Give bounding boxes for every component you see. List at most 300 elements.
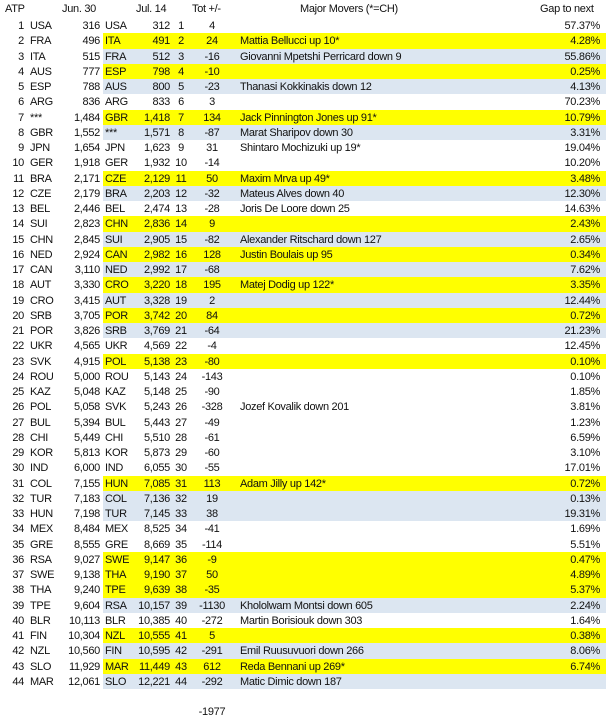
country-jul: ROU xyxy=(105,370,129,383)
rank-jul: 24 xyxy=(175,370,187,383)
country-jul: GBR xyxy=(105,111,128,124)
rank-jul: 42 xyxy=(175,645,187,658)
gap-to-next: 10.20% xyxy=(564,157,600,170)
rank-jul: 6 xyxy=(178,96,184,109)
points-jun: 1,654 xyxy=(73,142,100,154)
rank-jul: 44 xyxy=(175,675,187,688)
points-jul: 3,328 xyxy=(143,294,170,307)
table-row xyxy=(0,171,606,186)
points-jul: 2,992 xyxy=(143,264,170,276)
table-row xyxy=(0,628,606,643)
country-jul: JPN xyxy=(105,142,125,154)
rank-jun: 42 xyxy=(12,645,24,658)
rank-jun: 20 xyxy=(12,309,24,322)
rank-jun: 1 xyxy=(18,20,24,32)
rank-jun: 10 xyxy=(12,157,24,170)
rank-jun: 30 xyxy=(12,462,24,475)
rank-jun: 8 xyxy=(18,126,24,139)
rank-jul: 28 xyxy=(175,431,187,444)
rank-jun: 27 xyxy=(12,416,24,429)
rank-jun: 29 xyxy=(12,447,24,459)
gap-to-next: 8.06% xyxy=(570,645,600,658)
country-jul: FRA xyxy=(105,50,127,63)
country-jun: FRA xyxy=(30,35,52,48)
gap-to-next: 0.72% xyxy=(570,309,600,322)
total-change: -60 xyxy=(204,447,220,459)
points-jun: 5,394 xyxy=(73,416,100,429)
table-row xyxy=(0,110,606,125)
table-row xyxy=(0,79,606,94)
total-change: -28 xyxy=(204,203,220,215)
country-jul: MEX xyxy=(105,523,128,536)
total-change: -80 xyxy=(204,355,220,368)
gap-to-next: 57.37% xyxy=(564,20,600,32)
gap-to-next: 5.51% xyxy=(570,538,600,551)
country-jun: JPN xyxy=(30,142,50,154)
points-jun: 316 xyxy=(82,20,100,32)
country-jul: CRO xyxy=(105,279,129,292)
gap-to-next: 12.44% xyxy=(564,294,600,307)
points-jul: 5,138 xyxy=(143,355,170,368)
total-change: -32 xyxy=(204,187,220,200)
country-jun: MEX xyxy=(30,523,53,536)
points-jun: 1,552 xyxy=(73,126,100,139)
total-change: 84 xyxy=(206,309,218,322)
total-change: 24 xyxy=(206,35,218,48)
table-row xyxy=(0,659,606,674)
gap-to-next: 0.38% xyxy=(570,630,600,642)
country-jun: MAR xyxy=(30,675,54,688)
total-change: -49 xyxy=(204,416,220,429)
points-jul: 3,742 xyxy=(143,309,170,322)
country-jun: GBR xyxy=(30,126,53,139)
gap-to-next: 17.01% xyxy=(564,462,600,475)
points-jun: 5,813 xyxy=(73,447,100,459)
points-jul: 10,595 xyxy=(138,645,170,658)
country-jul: ARG xyxy=(105,96,128,109)
table-row xyxy=(0,537,606,552)
table-row xyxy=(0,613,606,628)
country-jul: CZE xyxy=(105,172,127,185)
country-jul: NZL xyxy=(105,630,125,642)
country-jul: SRB xyxy=(105,325,127,337)
total-change: -87 xyxy=(204,126,220,139)
points-jul: 5,510 xyxy=(143,431,170,444)
rank-jun: 12 xyxy=(12,187,24,200)
country-jun: FIN xyxy=(30,630,47,642)
rank-jul: 41 xyxy=(175,630,187,642)
country-jun: SWE xyxy=(30,569,55,581)
points-jul: 9,190 xyxy=(143,569,170,581)
country-jul: CHN xyxy=(105,218,128,231)
rank-jul: 38 xyxy=(175,584,187,597)
table-row xyxy=(0,506,606,521)
rank-jul: 29 xyxy=(175,447,187,459)
rank-jun: 26 xyxy=(12,401,24,414)
major-mover: Reda Bennani up 269* xyxy=(240,660,345,673)
rank-jun: 43 xyxy=(12,660,24,673)
country-jun: BLR xyxy=(30,614,51,627)
table-row xyxy=(0,354,606,369)
country-jun: NED xyxy=(30,248,53,261)
rank-jul: 35 xyxy=(175,538,187,551)
total-change: -23 xyxy=(204,81,220,93)
rank-jul: 32 xyxy=(175,492,187,505)
total-change: -9 xyxy=(207,553,217,566)
table-row xyxy=(0,415,606,430)
country-jun: AUS xyxy=(30,65,52,78)
points-jun: 5,058 xyxy=(73,401,100,414)
table-row xyxy=(0,323,606,338)
points-jun: 1,918 xyxy=(73,157,100,170)
major-mover: Joris De Loore down 25 xyxy=(240,203,350,215)
gap-to-next: 3.81% xyxy=(570,401,600,414)
major-mover: Matej Dodig up 122* xyxy=(240,279,334,292)
country-jul: SUI xyxy=(105,233,123,246)
major-mover: Shintaro Mochizuki up 19* xyxy=(240,142,361,154)
country-jul: BRA xyxy=(105,187,127,200)
points-jun: 2,823 xyxy=(73,218,100,231)
points-jun: 515 xyxy=(82,50,100,63)
total-change: 195 xyxy=(203,279,221,292)
points-jul: 512 xyxy=(152,50,170,63)
points-jun: 4,565 xyxy=(73,340,100,353)
country-jun: GER xyxy=(30,157,53,170)
country-jul: SWE xyxy=(105,553,130,566)
rank-jun: 33 xyxy=(12,508,24,520)
points-jun: 9,027 xyxy=(73,553,100,566)
points-jun: 2,171 xyxy=(73,172,100,185)
total-change: -82 xyxy=(204,233,220,246)
table-row xyxy=(0,216,606,231)
major-mover: Adam Jilly up 142* xyxy=(240,477,326,490)
rank-jul: 8 xyxy=(178,126,184,139)
rank-jul: 3 xyxy=(178,50,184,63)
rank-jul: 20 xyxy=(175,309,187,322)
major-mover: Marat Sharipov down 30 xyxy=(240,126,353,139)
points-jun: 9,138 xyxy=(73,569,100,581)
gap-to-next: 1.23% xyxy=(570,416,600,429)
points-jul: 3,769 xyxy=(143,325,170,337)
gap-to-next: 55.86% xyxy=(564,50,600,63)
gap-to-next: 5.37% xyxy=(570,584,600,597)
rank-jun: 3 xyxy=(18,50,24,63)
gap-to-next: 12.45% xyxy=(564,340,600,353)
gap-to-next: 10.79% xyxy=(564,111,600,124)
points-jun: 8,555 xyxy=(73,538,100,551)
country-jul: COL xyxy=(105,492,127,505)
country-jul: SLO xyxy=(105,675,127,688)
country-jul: POR xyxy=(105,309,128,322)
points-jun: 7,155 xyxy=(73,477,100,490)
gap-to-next: 1.64% xyxy=(570,614,600,627)
gap-to-next: 3.48% xyxy=(570,172,600,185)
total-change: -14 xyxy=(204,157,220,170)
total-change: -41 xyxy=(204,523,220,536)
major-mover: Mattia Bellucci up 10* xyxy=(240,35,340,48)
country-jul: TUR xyxy=(105,508,127,520)
points-jul: 800 xyxy=(152,81,170,93)
gap-to-next: 4.28% xyxy=(570,35,600,48)
table-row xyxy=(0,384,606,399)
rank-jun: 39 xyxy=(12,599,24,612)
country-jul: GRE xyxy=(105,538,128,551)
rank-jun: 11 xyxy=(13,172,24,185)
rank-jun: 40 xyxy=(12,614,24,627)
gap-to-next: 2.65% xyxy=(570,233,600,246)
rank-jul: 9 xyxy=(178,142,184,154)
rank-jun: 6 xyxy=(18,96,24,109)
major-mover: Thanasi Kokkinakis down 12 xyxy=(240,81,372,93)
total-change: -16 xyxy=(204,50,220,63)
points-jul: 2,836 xyxy=(143,218,170,231)
gap-to-next: 19.31% xyxy=(564,508,600,520)
country-jul: SVK xyxy=(105,401,127,414)
country-jun: BRA xyxy=(30,172,52,185)
points-jul: 5,443 xyxy=(143,416,170,429)
table-row xyxy=(0,140,606,155)
country-jun: POR xyxy=(30,325,53,337)
rank-jun: 23 xyxy=(12,355,24,368)
major-mover: Maxim Mrva up 49* xyxy=(240,172,330,185)
total-change: -68 xyxy=(204,264,220,276)
rank-jul: 17 xyxy=(175,264,187,276)
gap-to-next: 14.63% xyxy=(564,203,600,215)
major-mover: Khololwam Montsi down 605 xyxy=(240,599,373,612)
rank-jun: 18 xyxy=(12,279,24,292)
table-row xyxy=(0,186,606,201)
points-jun: 3,110 xyxy=(74,264,100,276)
total-change: 113 xyxy=(203,477,221,490)
points-jul: 12,221 xyxy=(138,675,170,688)
country-jun: *** xyxy=(30,111,42,124)
major-mover: Jozef Kovalik down 201 xyxy=(240,401,349,414)
points-jun: 7,198 xyxy=(73,508,100,520)
country-jun: SRB xyxy=(30,309,52,322)
points-jul: 491 xyxy=(152,35,170,48)
rank-jul: 15 xyxy=(175,233,187,246)
table-row xyxy=(0,277,606,292)
table-row xyxy=(0,674,606,689)
points-jun: 3,415 xyxy=(73,294,100,307)
table-row xyxy=(0,369,606,384)
country-jun: AUT xyxy=(30,279,52,292)
header-atp: ATP xyxy=(5,3,25,15)
table-row xyxy=(0,125,606,140)
gap-to-next: 70.23% xyxy=(564,96,600,109)
total-change: -1977 xyxy=(198,706,226,718)
points-jul: 8,669 xyxy=(143,538,170,551)
total-change: -272 xyxy=(201,614,223,627)
gap-to-next: 3.10% xyxy=(570,447,600,459)
points-jun: 8,484 xyxy=(73,523,100,536)
points-jul: 833 xyxy=(152,96,170,109)
points-jun: 7,183 xyxy=(73,492,100,505)
country-jun: CHI xyxy=(30,431,49,444)
table-row xyxy=(0,232,606,247)
gap-to-next: 3.31% xyxy=(570,126,600,139)
points-jul: 8,525 xyxy=(143,523,170,536)
points-jun: 777 xyxy=(82,65,100,78)
rank-jun: 19 xyxy=(12,294,24,307)
total-change: 128 xyxy=(203,248,221,261)
gap-to-next: 7.62% xyxy=(570,264,600,276)
gap-to-next: 21.23% xyxy=(564,325,600,337)
major-mover: Jack Pinnington Jones up 91* xyxy=(240,111,377,124)
points-jul: 7,145 xyxy=(143,508,170,520)
major-mover: Emil Ruusuvuori down 266 xyxy=(240,645,364,658)
rank-jun: 37 xyxy=(12,569,24,581)
header-jun: Jun. 30 xyxy=(62,3,96,15)
table-row xyxy=(0,582,606,597)
rank-jun: 9 xyxy=(18,142,24,154)
gap-to-next: 1.69% xyxy=(570,523,600,536)
table-row xyxy=(0,33,606,48)
points-jun: 496 xyxy=(82,35,100,48)
country-jun: USA xyxy=(30,20,52,32)
table-row xyxy=(0,521,606,536)
points-jul: 7,136 xyxy=(143,492,170,505)
country-jul: BLR xyxy=(105,614,126,627)
points-jun: 3,330 xyxy=(73,279,100,292)
country-jul: *** xyxy=(105,126,117,139)
country-jul: KAZ xyxy=(105,386,126,398)
country-jul: BUL xyxy=(105,416,126,429)
table-row xyxy=(0,430,606,445)
rank-jun: 17 xyxy=(12,264,24,276)
points-jul: 5,873 xyxy=(143,447,170,459)
country-jun: RSA xyxy=(30,553,52,566)
rank-jun: 21 xyxy=(12,325,24,337)
country-jul: AUS xyxy=(105,81,127,93)
points-jun: 9,240 xyxy=(73,584,100,597)
rank-jun: 5 xyxy=(18,81,24,93)
gap-to-next: 0.47% xyxy=(570,553,600,566)
points-jul: 4,569 xyxy=(143,340,170,353)
table-row xyxy=(0,49,606,64)
points-jun: 12,061 xyxy=(68,675,100,688)
table-row xyxy=(0,64,606,79)
country-jun: POL xyxy=(30,401,52,414)
total-change: 612 xyxy=(203,660,221,673)
rank-jul: 11 xyxy=(175,172,187,185)
country-jun: ARG xyxy=(30,96,53,109)
points-jul: 7,085 xyxy=(143,477,170,490)
gap-to-next: 0.34% xyxy=(570,248,600,261)
total-change: -4 xyxy=(207,340,217,353)
country-jun: SVK xyxy=(30,355,52,368)
rank-jun: 7 xyxy=(18,111,24,124)
total-change: 2 xyxy=(209,294,215,307)
country-jul: GER xyxy=(105,157,128,170)
table-row xyxy=(0,262,606,277)
header-tot: Tot +/- xyxy=(192,3,221,15)
points-jun: 9,604 xyxy=(73,599,100,612)
rank-jul: 43 xyxy=(175,660,187,673)
country-jul: POL xyxy=(105,355,127,368)
rank-jul: 2 xyxy=(178,35,184,48)
country-jul: NED xyxy=(105,264,128,276)
table-row xyxy=(0,155,606,170)
points-jul: 6,055 xyxy=(143,462,170,475)
rank-jun: 25 xyxy=(12,386,24,398)
table-row xyxy=(0,338,606,353)
country-jun: TPE xyxy=(30,599,51,612)
major-mover: Justin Boulais up 95 xyxy=(240,248,333,261)
total-change: -114 xyxy=(202,538,222,551)
points-jun: 10,304 xyxy=(68,630,100,642)
country-jun: THA xyxy=(30,584,52,597)
table-row xyxy=(0,201,606,216)
table-row xyxy=(0,460,606,475)
rank-jul: 27 xyxy=(175,416,187,429)
points-jun: 2,446 xyxy=(73,203,100,215)
gap-to-next: 6.59% xyxy=(570,431,600,444)
points-jun: 3,826 xyxy=(73,325,100,337)
points-jul: 2,905 xyxy=(143,233,170,246)
points-jul: 11,449 xyxy=(138,660,170,673)
rank-jun: 36 xyxy=(12,553,24,566)
points-jul: 1,571 xyxy=(143,126,170,139)
rank-jul: 21 xyxy=(175,325,187,337)
points-jul: 2,474 xyxy=(143,203,170,215)
country-jul: ITA xyxy=(105,35,121,48)
total-change: -61 xyxy=(204,431,220,444)
total-change: 31 xyxy=(206,142,218,154)
rank-jul: 13 xyxy=(175,203,187,215)
rank-jul: 23 xyxy=(175,355,187,368)
country-jul: BEL xyxy=(105,203,125,215)
rank-jul: 14 xyxy=(175,218,187,231)
country-jun: CHN xyxy=(30,233,53,246)
country-jun: CRO xyxy=(30,294,54,307)
country-jul: HUN xyxy=(105,477,128,490)
points-jun: 6,000 xyxy=(73,462,100,475)
country-jun: KOR xyxy=(30,447,53,459)
total-change: -55 xyxy=(204,462,220,475)
rank-jul: 5 xyxy=(178,81,184,93)
points-jun: 11,929 xyxy=(68,660,100,673)
country-jun: COL xyxy=(30,477,52,490)
rank-jun: 2 xyxy=(18,35,24,48)
rank-jul: 19 xyxy=(175,294,187,307)
total-change: 3 xyxy=(209,96,215,109)
total-change: 4 xyxy=(209,20,215,32)
table-row xyxy=(0,399,606,414)
points-jul: 312 xyxy=(152,20,170,32)
points-jul: 2,129 xyxy=(143,172,170,185)
table-row xyxy=(0,308,606,323)
table-row xyxy=(0,567,606,582)
country-jul: CHI xyxy=(105,431,124,444)
table-row xyxy=(0,552,606,567)
rank-jun: 28 xyxy=(12,431,24,444)
rank-jul: 16 xyxy=(175,248,187,261)
gap-to-next: 19.04% xyxy=(564,142,600,154)
points-jul: 5,148 xyxy=(143,386,170,398)
rank-jul: 12 xyxy=(175,187,187,200)
points-jun: 3,705 xyxy=(73,309,100,322)
country-jun: HUN xyxy=(30,508,53,520)
points-jul: 2,203 xyxy=(143,187,170,200)
rank-jun: 44 xyxy=(12,675,24,688)
country-jun: CAN xyxy=(30,264,53,276)
total-change: 38 xyxy=(206,508,218,520)
table-header xyxy=(0,3,606,17)
points-jun: 4,915 xyxy=(73,355,100,368)
total-change: -10 xyxy=(204,65,220,78)
total-change: -90 xyxy=(204,386,220,398)
